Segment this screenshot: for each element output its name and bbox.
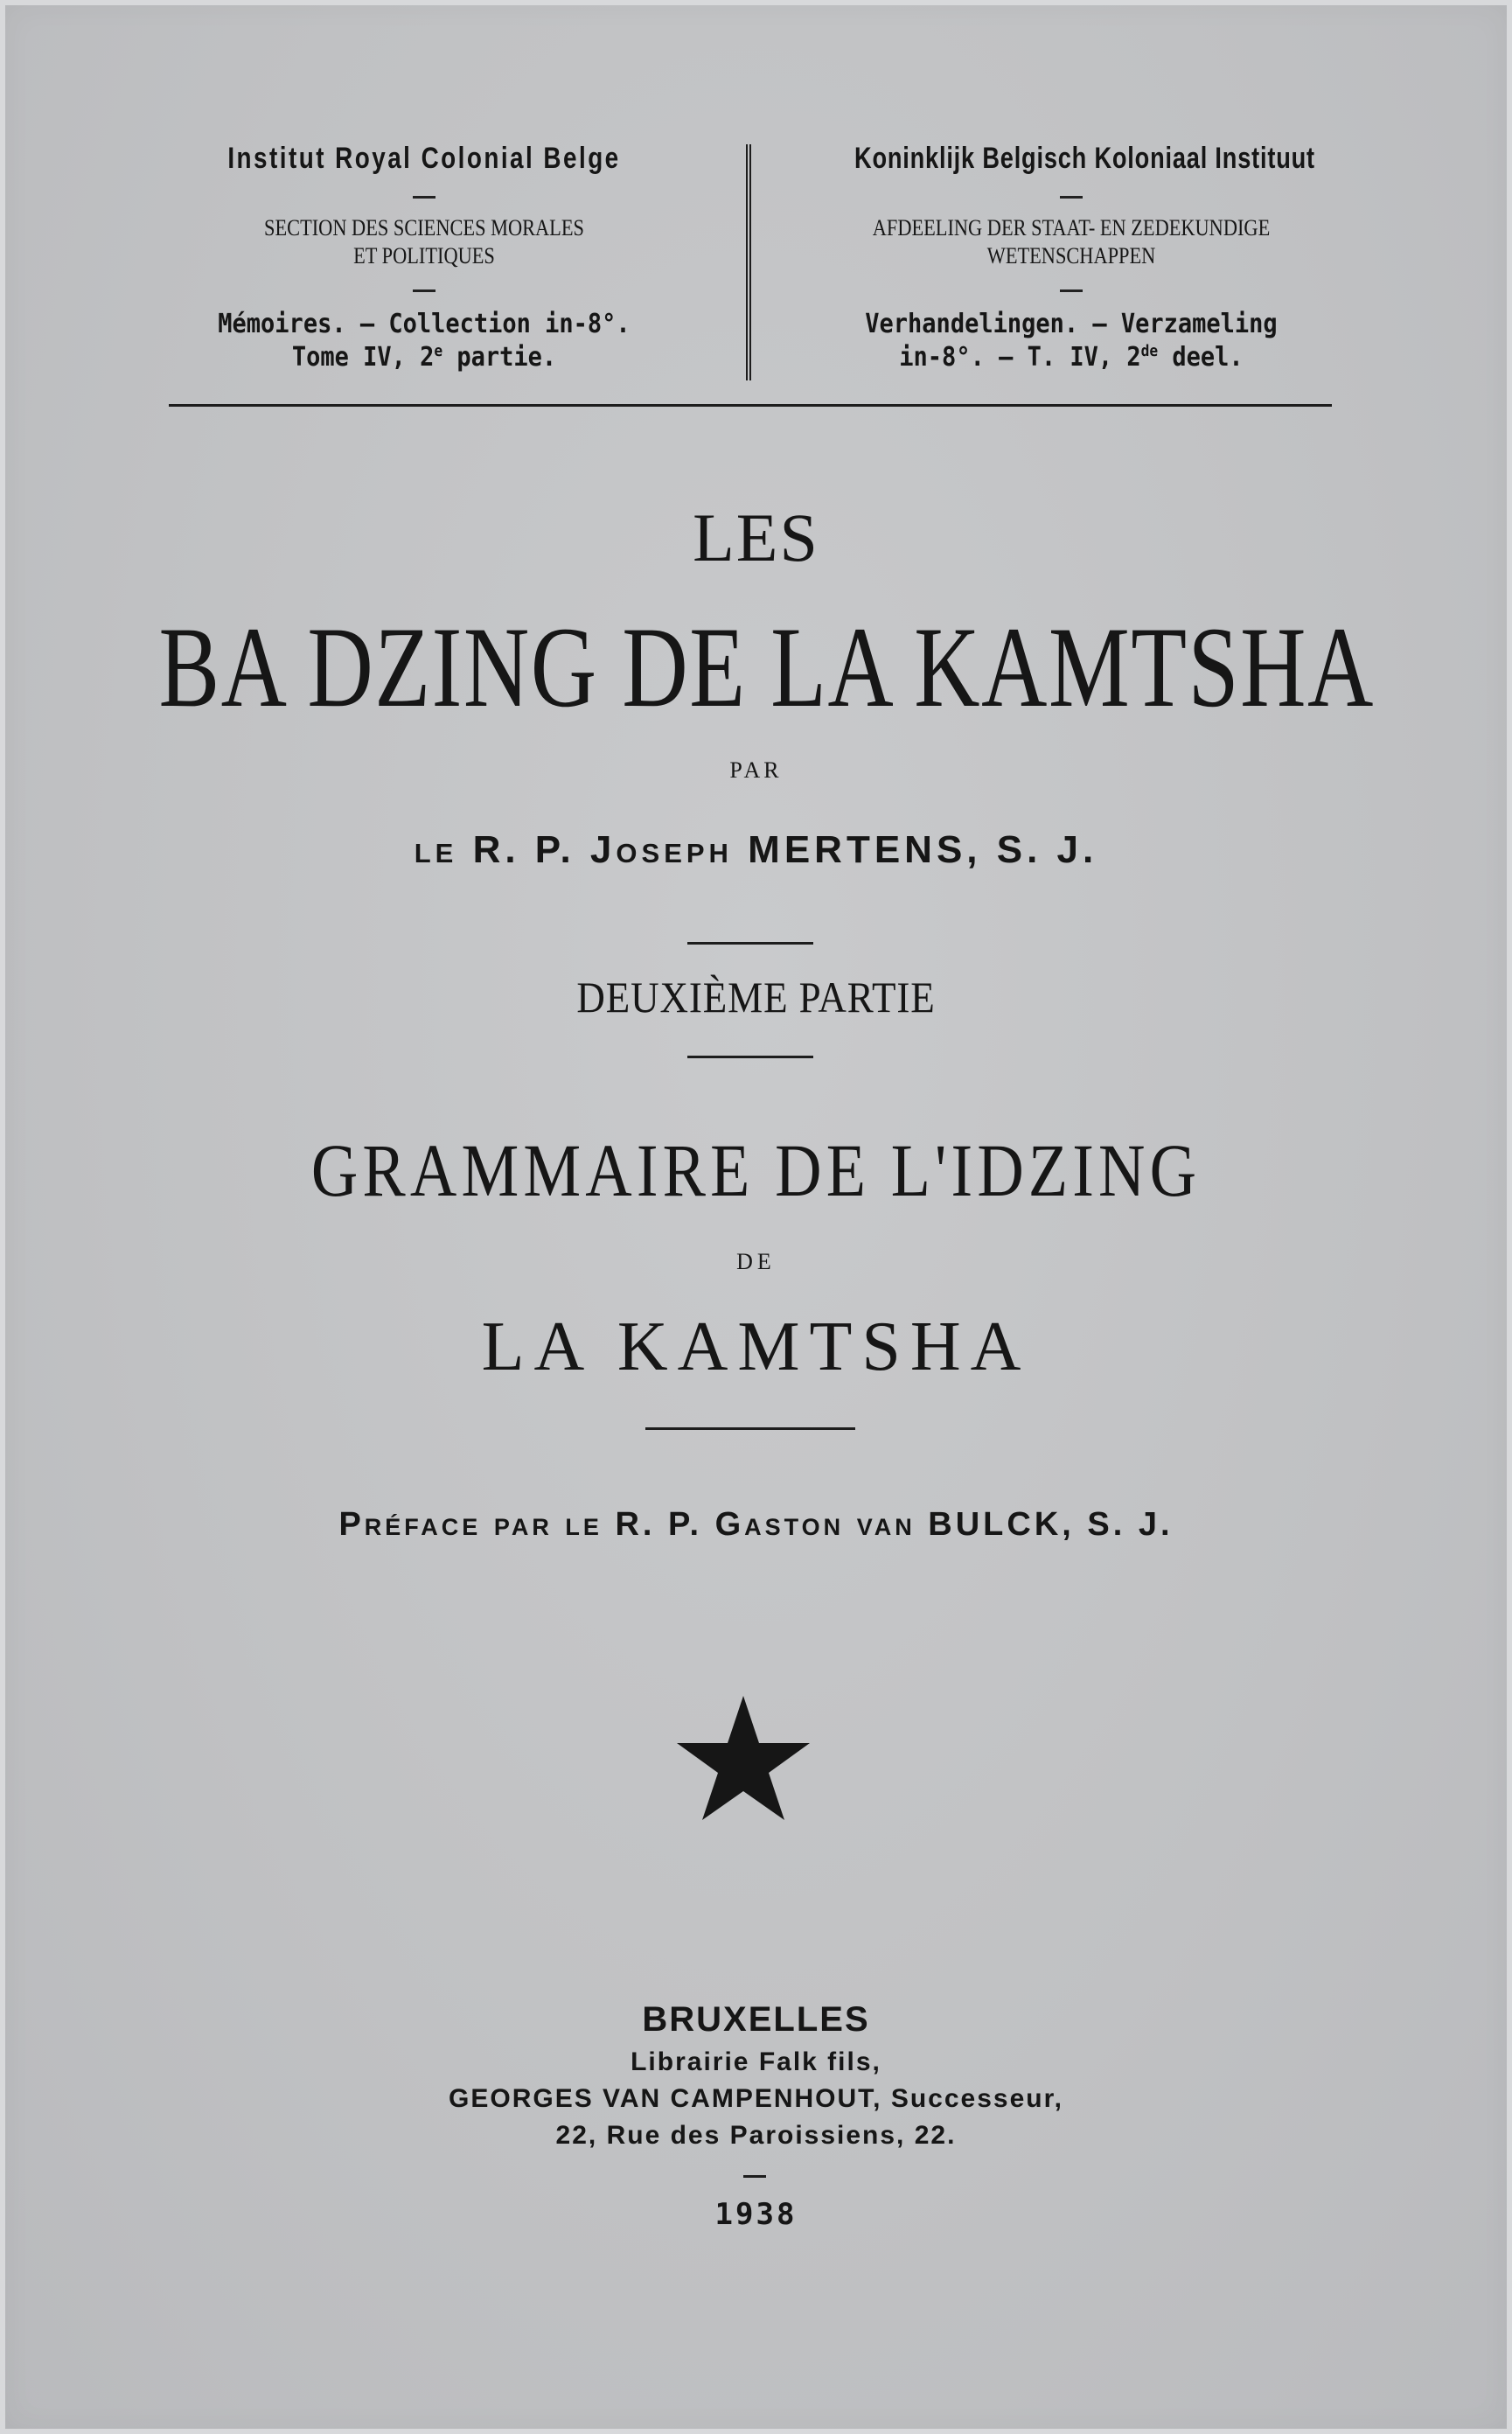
header-left bbox=[171, 140, 678, 374]
main-title: BA DZING DE LA KAMTSHA bbox=[158, 603, 1375, 731]
imprint-address: 22, Rue des Paroissiens, 22. bbox=[555, 2121, 957, 2150]
header-dash bbox=[1060, 196, 1083, 199]
collection-nl-ordinal: de bbox=[1140, 342, 1159, 360]
section-name-fr-line2: ET POLITIQUES bbox=[353, 243, 495, 269]
section-name-nl-line2: WETENSCHAPPEN bbox=[986, 243, 1156, 269]
part-subtitle: LA KAMTSHA bbox=[481, 1308, 1031, 1385]
imprint-year: 1938 bbox=[714, 2197, 798, 2232]
collection-nl-line1: Verhandelingen. — Verzameling bbox=[865, 309, 1278, 339]
collection-nl-line2 bbox=[827, 341, 1315, 374]
collection-fr-part: partie. bbox=[442, 342, 557, 373]
collection-fr-line1: Mémoires. — Collection in-8°. bbox=[218, 309, 631, 339]
part-connector: DE bbox=[736, 1249, 776, 1274]
header-column-divider bbox=[746, 144, 751, 380]
collection-fr-ordinal: e bbox=[434, 342, 443, 360]
header-dash bbox=[1060, 289, 1083, 292]
star-icon bbox=[673, 1692, 813, 1824]
institute-name-fr: Institut Royal Colonial Belge bbox=[227, 142, 621, 175]
institute-name-nl: Koninklijk Belgisch Koloniaal Instituut bbox=[854, 142, 1315, 175]
header-right bbox=[800, 140, 1342, 374]
imprint-successor: GEORGES VAN CAMPENHOUT, Successeur, bbox=[449, 2084, 1063, 2113]
collection-fr-volume: Tome IV, 2 bbox=[291, 342, 435, 373]
collection-fr-line2 bbox=[196, 341, 652, 374]
collection-nl-part: deel. bbox=[1158, 342, 1244, 373]
rule-below-subtitle bbox=[645, 1427, 855, 1430]
section-name-nl-line1: AFDEELING DER STAAT- EN ZEDEKUNDIGE bbox=[872, 215, 1271, 241]
preface-credit: Préface par le R. P. Gaston van BULCK, S. J. bbox=[338, 1506, 1174, 1543]
title-article: LES bbox=[693, 499, 819, 575]
author: le R. P. Joseph MERTENS, S. J. bbox=[414, 828, 1098, 871]
header-dash bbox=[413, 289, 435, 292]
collection-nl-volume: in-8°. — T. IV, 2 bbox=[899, 342, 1141, 373]
rule-below-part bbox=[687, 1056, 813, 1058]
by-label: PAR bbox=[729, 757, 783, 783]
rule-above-part bbox=[687, 942, 813, 945]
imprint-city: BRUXELLES bbox=[642, 2000, 870, 2039]
part-label: DEUXIÈME PARTIE bbox=[576, 973, 936, 1022]
section-name-fr-line1: SECTION DES SCIENCES MORALES bbox=[264, 215, 584, 241]
part-title: GRAMMAIRE DE L'IDZING bbox=[310, 1128, 1202, 1212]
imprint-dash bbox=[743, 2175, 766, 2178]
header-dash bbox=[413, 196, 435, 199]
imprint-publisher: Librairie Falk fils, bbox=[631, 2047, 881, 2076]
header-rule bbox=[169, 404, 1332, 407]
